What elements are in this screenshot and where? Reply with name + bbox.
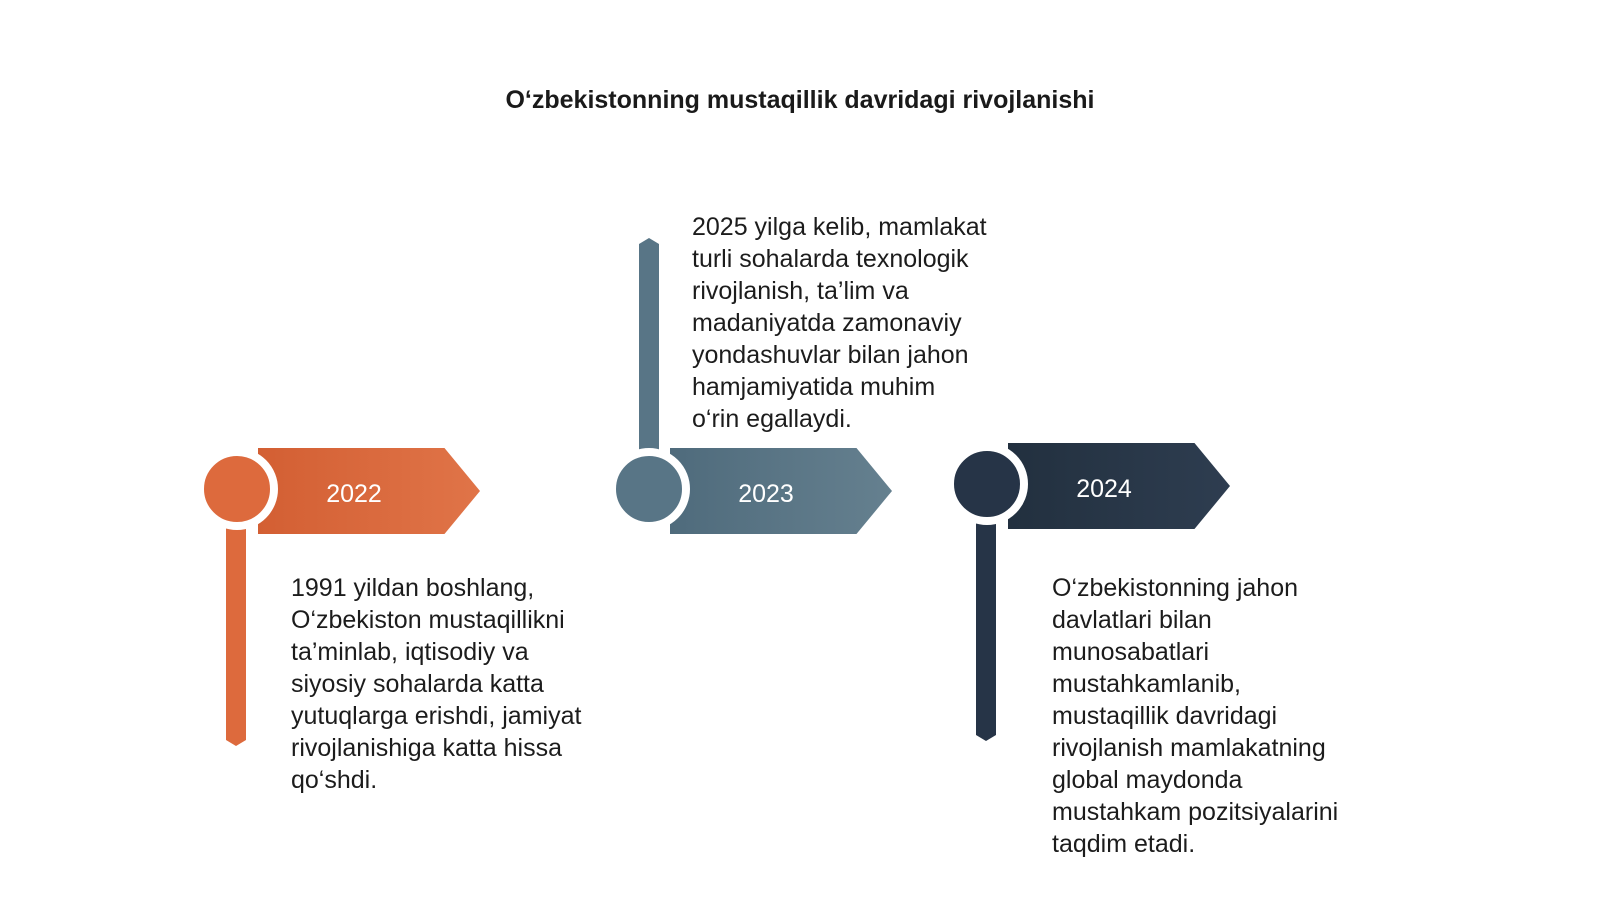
diagram-title: O‘zbekistonning mustaqillik davridagi rivojlanishi xyxy=(505,86,1095,114)
milestone-dot-2022 xyxy=(196,448,278,530)
milestone-description-2024: O‘zbekistonning jahon davlatlari bilan munosabatlari mustahkamlanib, mustaqillik davridagi rivojlanish mamlakatning global maydonda mustahkam pozitsiyalarini taqdim etadi. xyxy=(1052,574,1339,858)
timeline-stem-2024 xyxy=(976,521,996,741)
year-label-2022: 2022 xyxy=(326,480,382,508)
timeline-stem-2022 xyxy=(226,526,246,746)
year-label-2024: 2024 xyxy=(1076,475,1132,503)
milestone-dot-2023 xyxy=(608,448,690,530)
timeline-stem-2023 xyxy=(639,238,659,450)
milestone-description-2022: 1991 yildan boshlang, O‘zbekiston mustaqillikni ta’minlab, iqtisodiy va siyosiy sohalarda katta yutuqlarga erishdi, jamiyat rivojlanishiga katta hissa qo‘shdi. xyxy=(291,574,582,794)
year-label-2023: 2023 xyxy=(738,480,794,508)
milestone-description-2023: 2025 yilga kelib, mamlakat turli sohalarda texnologik rivojlanish, ta’lim va madaniyatda zamonaviy yondashuvlar bilan jahon hamjamiyatida muhim o‘rin egallaydi. xyxy=(692,213,987,433)
milestone-dot-2024 xyxy=(946,443,1028,525)
